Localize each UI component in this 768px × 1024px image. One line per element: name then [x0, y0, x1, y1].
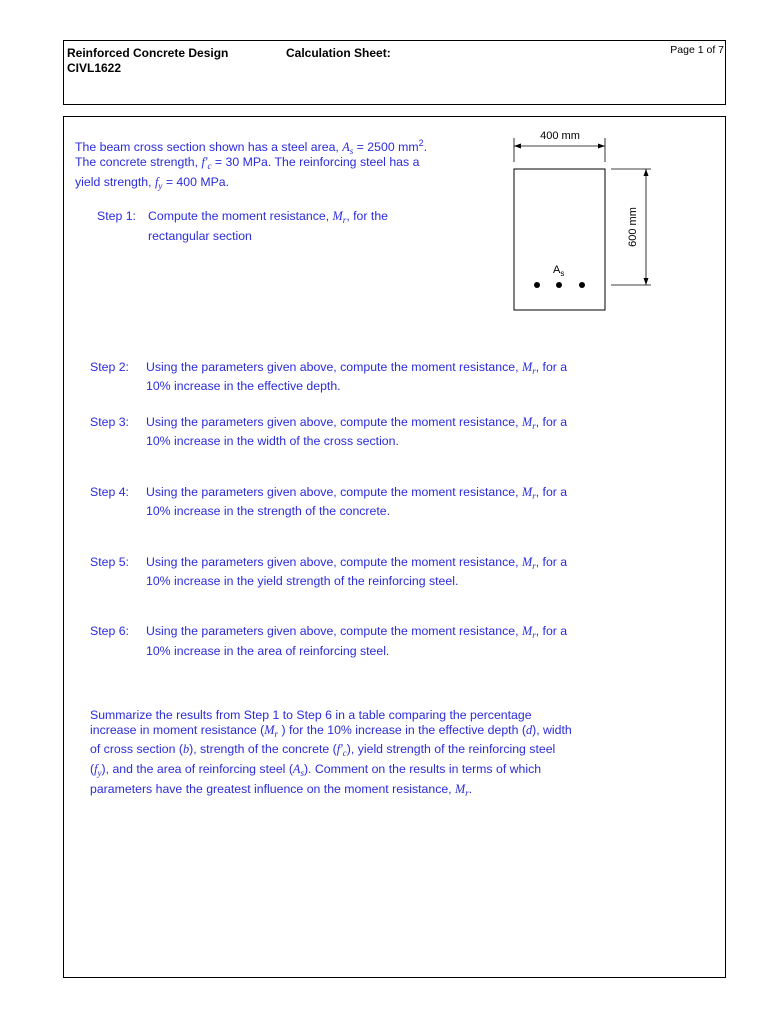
step-2-line-1: Step 2: Using the parameters given above, compute the moment resistance, $M_r$, for a — [90, 357, 567, 381]
page-number: Page 1 of 7 — [670, 44, 724, 56]
summary-line-1: Summarize the results from Step 1 to Step 6 in a table comparing the percentage — [90, 708, 532, 722]
width-arrow-right — [598, 144, 605, 149]
step-4-line-2: 10% increase in the strength of the concrete. — [146, 504, 391, 518]
height-arrow-bottom — [644, 278, 649, 285]
summary-line-5: parameters have the greatest influence on the moment resistance, $M_r$. — [90, 782, 473, 798]
step-2-line-2: 10% increase in the effective depth. — [146, 379, 341, 393]
step-1-line-2: rectangular section — [148, 229, 252, 243]
summary-line-4: $(f_y)$, and the area of reinforcing steel $(A_s)$. Comment on the results in terms of which — [90, 762, 542, 778]
steel-area-label: $A_s$ — [553, 264, 565, 278]
intro-line-2: The concrete strength, $f'_c = 30$ MPa. The reinforcing steel has a — [75, 155, 420, 171]
step-6-line-1: Step 6: Using the parameters given above, compute the moment resistance, $M_r$, for a — [90, 621, 567, 645]
step-4-line-1: Step 4: Using the parameters given above, compute the moment resistance, $M_r$, for a — [90, 482, 567, 506]
beam-cross-section-diagram — [505, 124, 665, 316]
width-label: 400 mm — [540, 130, 580, 142]
rebar-1 — [534, 282, 540, 288]
rebar-3 — [579, 282, 585, 288]
step-5-line-2: 10% increase in the yield strength of the reinforcing steel. — [146, 574, 459, 588]
step-3-line-2: 10% increase in the width of the cross section. — [146, 434, 399, 448]
intro-line-1: The beam cross section shown has a steel area, $A_s = 2500$ $mm^2$. — [75, 138, 428, 156]
beam-outline — [514, 169, 605, 310]
step-3-line-1: Step 3: Using the parameters given above, compute the moment resistance, $M_r$, for a — [90, 412, 567, 436]
height-label: 600 mm — [627, 207, 639, 247]
summary-line-3: of cross section (b), strength of the concrete $(f'_c)$, yield strength of the reinforcing steel — [90, 742, 556, 758]
summary-line-2: increase in moment resistance ($M_r$ ) for the 10% increase in the effective depth (d), width — [90, 723, 572, 739]
sheet-label: Calculation Sheet: — [286, 46, 391, 60]
course-code: CIVL1622 — [67, 61, 122, 75]
intro-line-3: yield strength, $f_y = 400$ MPa. — [75, 175, 230, 191]
width-arrow-left — [514, 144, 521, 149]
rebar-2 — [556, 282, 562, 288]
step-4-label: Step 4: — [90, 485, 129, 499]
step-1-line-1: Step 1: Compute the moment resistance, $M_r$, for the — [97, 206, 388, 230]
step-2-label: Step 2: — [90, 360, 129, 374]
step-1-label: Step 1: — [97, 209, 136, 223]
height-arrow-top — [644, 169, 649, 176]
step-6-line-2: 10% increase in the area of reinforcing steel. — [146, 644, 390, 658]
course-title: Reinforced Concrete Design — [67, 46, 229, 60]
step-5-line-1: Step 5: Using the parameters given above, compute the moment resistance, $M_r$, for a — [90, 552, 567, 576]
step-6-label: Step 6: — [90, 624, 129, 638]
step-3-label: Step 3: — [90, 415, 129, 429]
step-5-label: Step 5: — [90, 555, 129, 569]
